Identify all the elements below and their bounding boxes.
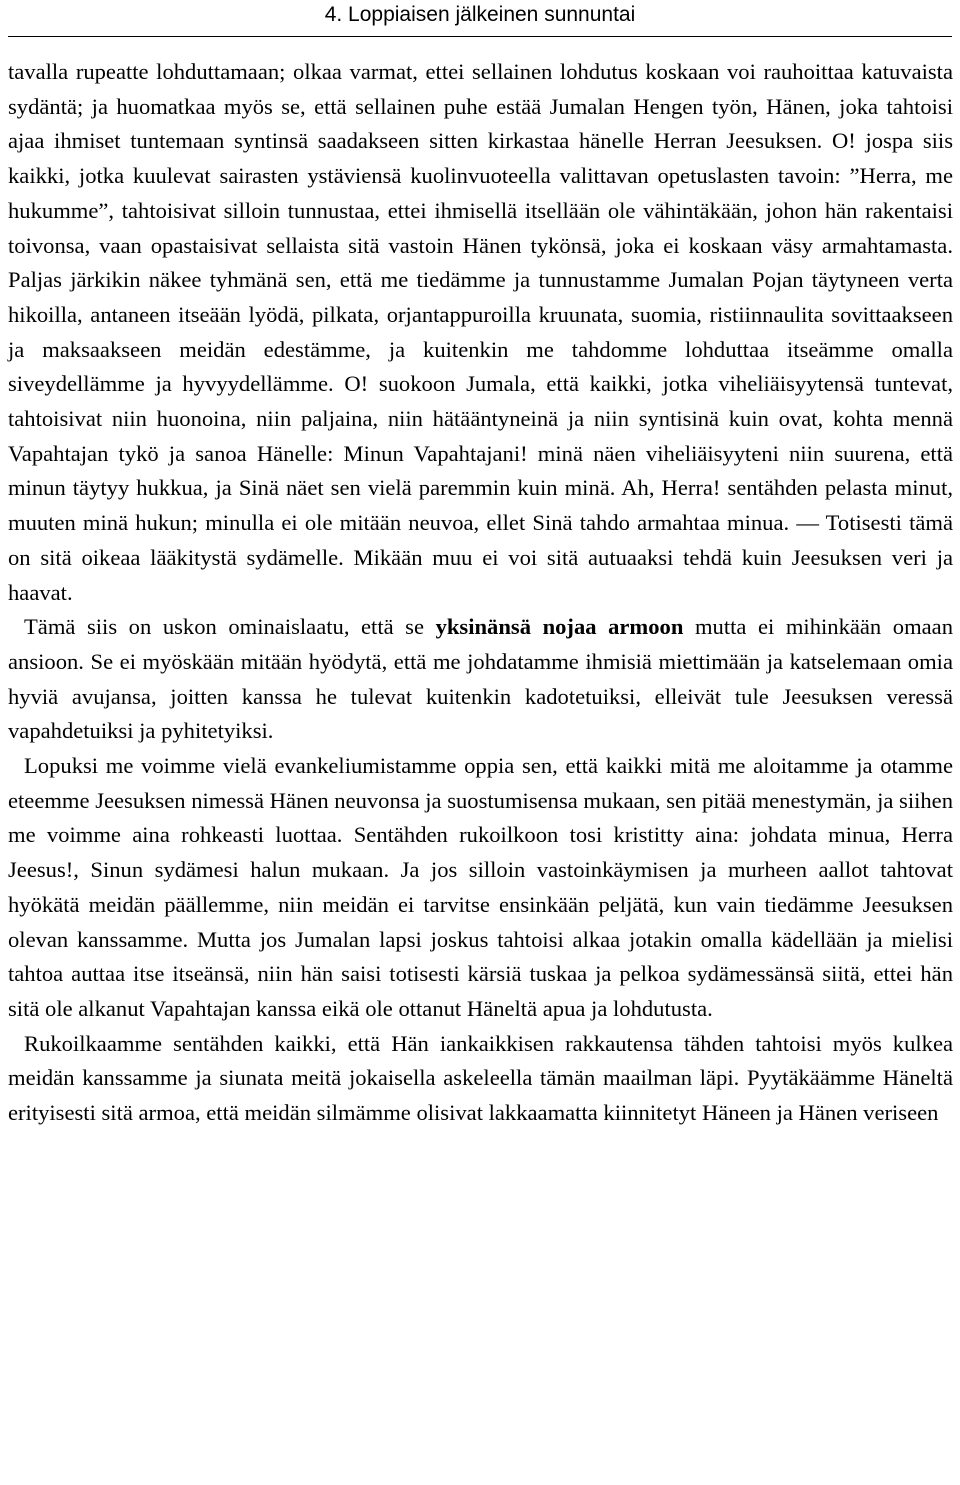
paragraph-2-text-b: mutta ei mihinkään omaan ansioon. Se ei myöskään mitään hyödytä, että me johdatamme ihmisiä miettimään ja katselemaan omia hyviä avujansa, joitten kanssa he tulevat kuitenkin kadotetuiksi, elleivät tule Jeesuksen veressä vapahdetuiksi ja pyhitetyiksi. [8,614,953,744]
document-body [8,55,953,1131]
page-title: 4. Loppiaisen jälkeinen sunnuntai [324,3,636,26]
paragraph-4: Rukoilkaamme sentähden kaikki, että Hän iankaikkisen rakkautensa tähden tahtoisi myös kulkea meidän kanssamme ja siunata meitä jokaisella askeleella tämän maailman läpi. Pyytäkäämme Häneltä erityisesti sitä armoa, että meidän silmämme olisivat lakkaamatta kiinnitetyt Häneen ja Hänen veriseen [8,1030,953,1126]
paragraph-3: Lopuksi me voimme vielä evankeliumistamme oppia sen, että kaikki mitä me aloitamme ja otamme eteemme Jeesuksen nimessä Hänen neuvonsa ja suostumisensa mukaan, sen pitää menestymän, ja siihen me voimme aina rohkeasti luottaa. Sentähden rukoilkoon tosi kristitty aina: johdata minua, Herra Jeesus!, Sinun sydämesi halun mukaan. Ja jos silloin vastoinkäymisen ja murheen aallot tahtovat hyökätä meidän päällemme, niin meidän ei tarvitse ensinkään peljätä, kun vain tiedämme Jeesuksen olevan kanssamme. Mutta jos Jumalan lapsi joskus tahtoisi alkaa jotakin omalla kädellään ja mielisi tahtoa auttaa itse itseänsä, niin hän saisi totisesti kärsiä tuskaa ja pelkoa sydämessänsä siitä, ettei hän sitä ole alkanut Vapahtajan kanssa eikä ole ottanut Häneltä apua ja lohdutusta. [8,753,953,1021]
paragraph-2 [8,610,953,749]
emphasis-bold: yksinänsä nojaa armoon [435,614,684,640]
paragraph-2-text-a: Tämä siis on uskon ominaislaatu, että se [24,614,436,640]
header-divider [8,36,952,37]
paragraph-1: tavalla rupeatte lohduttamaan; olkaa varmat, ettei sellainen lohdutus koskaan voi rauhoittaa katuvaista sydäntä; ja huomatkaa myös se, että sellainen puhe estää Jumalan Hengen työn, Hänen, joka tahtoisi ajaa ihmiset tuntemaan syntinsä saadakseen sitten kirkastaa hänelle Herran Jeesuksen. O! jospa siis kaikki, jotka kuulevat sairasten ystäviensä kuolinvuoteella valittavan opetuslasten tavoin: ”Herra, me hukumme”, tahtoisivat silloin tunnustaa, ettei ihmisellä itsellään ole vähintäkään, johon hän rakentaisi toivonsa, vaan opastaisivat sellaista sitä vastoin Hänen tykönsä, joka ei koskaan väsy armahtamasta. Paljas järkikin näkee tyhmänä sen, että me tiedämme ja tunnustamme Jumalan Pojan täytyneen verta hikoilla, antaneen itseään lyödä, pilkata, orjantappuroilla kruunata, suomia, ristiinnaulita sovittaakseen ja maksaakseen meidän edestämme, ja kuitenkin me tahdomme lohduttaa itseämme omalla siveydellämme ja hyvyydellämme. O! suokoon Jumala, että kaikki, jotka viheliäisyytensä tuntevat, tahtoisivat niin huonoina, niin paljaina, niin hätääntyneinä ja niin syntisinä kuin ovat, kohta mennä Vapahtajan tykö ja sanoa Hänelle: Minun Vapahtajani! minä näen viheliäisyyteni niin suurena, että minun täytyy hukkua, ja Sinä näet sen vielä paremmin kuin minä. Ah, Herra! sentähden pelasta minut, muuten minä hukun; minulla ei ole mitään neuvoa, ellet Sinä tahdo armahtaa minua. ― Totisesti tämä on sitä oikeaa lääkitystä sydämelle. Mikään muu ei voi sitä autuaaksi tehdä kuin Jeesuksen veri ja haavat. [8,59,953,605]
